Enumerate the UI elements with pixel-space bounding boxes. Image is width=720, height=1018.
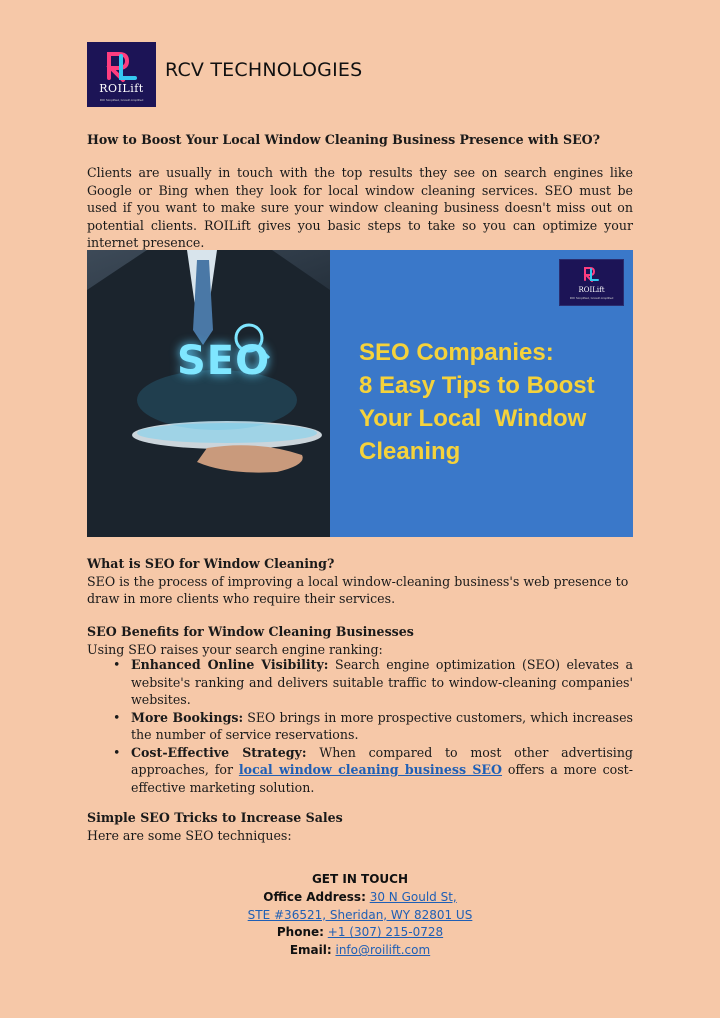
banner-headline xyxy=(359,336,629,468)
benefit-text: Search engine optimization (SEO) elevates a website's ranking and delivers suitable traffic to window-cleaning companies' websites. xyxy=(131,657,634,707)
email-line xyxy=(87,942,633,960)
roilift-logo-mark-icon xyxy=(99,48,143,84)
logo-tagline: ROI Simplified, Growth Amplified xyxy=(99,98,144,102)
seo-tricks-section xyxy=(87,809,633,844)
benefit-title: Cost-Effective Strategy: xyxy=(131,744,307,760)
address-label: Office Address: xyxy=(263,889,366,904)
section-heading: What is SEO for Window Cleaning? xyxy=(87,556,335,571)
list-item xyxy=(87,709,633,744)
banner-headline-line: Cleaning xyxy=(359,438,461,465)
benefits-section xyxy=(87,623,633,658)
list-item xyxy=(87,656,633,709)
logo-wordmark: ROILift xyxy=(99,82,144,95)
benefits-list xyxy=(87,656,633,796)
what-is-seo-section xyxy=(87,555,633,608)
contact-heading: GET IN TOUCH xyxy=(311,872,409,886)
banner-logo-wordmark: ROILift xyxy=(578,286,605,294)
roilift-logo xyxy=(87,42,156,107)
banner-headline-line: Your Local Window xyxy=(359,405,587,432)
bullet-icon: • xyxy=(113,657,121,672)
benefit-text: When compared to most other advertising approaches, for xyxy=(131,744,633,777)
banner-logo-mark-icon xyxy=(580,263,602,285)
address-link[interactable]: 30 N Gould St, xyxy=(369,889,457,904)
banner-headline-line: 8 Easy Tips to Boost xyxy=(359,372,595,399)
banner-logo-tagline: ROI Simplified, Growth Amplified xyxy=(569,296,614,300)
banner-logo xyxy=(559,259,624,306)
benefit-title: More Bookings: xyxy=(131,709,244,725)
phone-line xyxy=(87,924,633,942)
benefit-text: offers a more cost-effective marketing solution. xyxy=(131,762,633,795)
article-intro: Clients are usually in touch with the top results they see on search engines like Google or Bing when they look for local window cleaning services. SEO must be used if you want to make sure your window cleaning business doesn't miss out on potential clients. ROILift gives you basic steps to take so you can optimize your internet presence. xyxy=(87,165,633,250)
email-label: Email: xyxy=(289,943,332,958)
section-heading: SEO Benefits for Window Cleaning Businesses xyxy=(87,624,414,639)
seo-banner-image xyxy=(87,250,633,537)
benefit-title: Enhanced Online Visibility: xyxy=(131,657,329,672)
company-name: RCV TECHNOLOGIES xyxy=(165,59,363,81)
address-link-2[interactable]: STE #36521, Sheridan, WY 82801 US xyxy=(247,907,473,922)
article-title: How to Boost Your Local Window Cleaning Business Presence with SEO? xyxy=(87,132,601,147)
banner-headline-line: SEO Companies: xyxy=(359,339,554,366)
contact-block xyxy=(87,871,633,960)
businessman-tablet-photo xyxy=(87,250,330,537)
phone-label: Phone: xyxy=(276,925,324,940)
section-body: Here are some SEO techniques: xyxy=(87,827,292,843)
email-link[interactable]: info@roilift.com xyxy=(335,943,431,958)
list-item xyxy=(87,744,633,797)
benefit-text: SEO brings in more prospective customers, which increases the number of service reservations. xyxy=(131,709,633,742)
section-body: SEO is the process of improving a local window-cleaning business's web presence to draw in more clients who require their services. xyxy=(87,573,629,606)
section-body: Using SEO raises your search engine ranking: xyxy=(87,641,383,657)
seo-glow-label: SEO xyxy=(177,338,271,384)
bullet-icon: • xyxy=(113,709,121,725)
bullet-icon: • xyxy=(113,744,121,760)
address-line xyxy=(87,889,633,907)
businessman-illustration xyxy=(87,250,330,537)
address-line-2 xyxy=(87,907,633,925)
section-heading: Simple SEO Tricks to Increase Sales xyxy=(87,810,343,825)
phone-link[interactable]: +1 (307) 215-0728 xyxy=(327,925,444,940)
local-seo-link[interactable]: local window cleaning business SEO xyxy=(238,762,503,777)
